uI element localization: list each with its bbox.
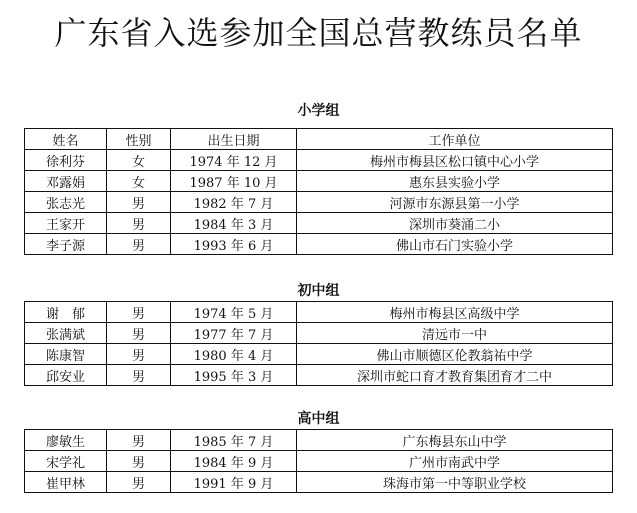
cell-gender: 男 <box>107 344 171 365</box>
table-row <box>25 171 613 192</box>
cell-gender: 女 <box>107 150 171 171</box>
cell-unit: 佛山市顺德区伦教翁祐中学 <box>297 344 613 365</box>
cell-unit: 深圳市蛇口育才教育集团育才二中 <box>297 365 613 386</box>
table-row <box>25 430 613 451</box>
primary-coach-table <box>24 128 613 255</box>
senior-coach-table <box>24 429 613 493</box>
cell-unit: 佛山市石门实验小学 <box>297 234 613 255</box>
cell-name: 宋学礼 <box>25 451 107 472</box>
cell-birth: 1984 年 3 月 <box>171 213 297 234</box>
header-unit: 工作单位 <box>297 129 613 150</box>
cell-name: 徐利芬 <box>25 150 107 171</box>
cell-birth: 1987 年 10 月 <box>171 171 297 192</box>
cell-gender: 女 <box>107 171 171 192</box>
cell-name: 陈康智 <box>25 344 107 365</box>
table-row <box>25 472 613 493</box>
cell-name: 廖敏生 <box>25 430 107 451</box>
cell-name: 谢 郁 <box>25 302 107 323</box>
cell-unit: 广州市南武中学 <box>297 451 613 472</box>
cell-birth: 1974 年 5 月 <box>171 302 297 323</box>
table-row <box>25 451 613 472</box>
cell-name: 崔甲林 <box>25 472 107 493</box>
cell-name: 邓露娟 <box>25 171 107 192</box>
table-row <box>25 213 613 234</box>
cell-birth: 1974 年 12 月 <box>171 150 297 171</box>
table-row <box>25 365 613 386</box>
cell-gender: 男 <box>107 213 171 234</box>
cell-unit: 梅州市梅县区高级中学 <box>297 302 613 323</box>
cell-name: 张志光 <box>25 192 107 213</box>
cell-gender: 男 <box>107 451 171 472</box>
cell-gender: 男 <box>107 302 171 323</box>
cell-birth: 1995 年 3 月 <box>171 365 297 386</box>
table-row <box>25 234 613 255</box>
cell-gender: 男 <box>107 323 171 344</box>
cell-gender: 男 <box>107 472 171 493</box>
cell-unit: 深圳市葵涌二小 <box>297 213 613 234</box>
cell-unit: 河源市东源县第一小学 <box>297 192 613 213</box>
cell-unit: 珠海市第一中等职业学校 <box>297 472 613 493</box>
cell-gender: 男 <box>107 430 171 451</box>
cell-unit: 清远市一中 <box>297 323 613 344</box>
cell-name: 张满斌 <box>25 323 107 344</box>
table-header-row <box>25 129 613 150</box>
section-title-primary: 小学组 <box>297 103 340 119</box>
table-row <box>25 344 613 365</box>
cell-gender: 男 <box>107 365 171 386</box>
header-birth: 出生日期 <box>171 129 297 150</box>
cell-name: 李子源 <box>25 234 107 255</box>
cell-birth: 1980 年 4 月 <box>171 344 297 365</box>
table-row <box>25 323 613 344</box>
table-row <box>25 150 613 171</box>
header-gender: 性别 <box>107 129 171 150</box>
page-title: 广东省入选参加全国总营教练员名单 <box>54 14 583 52</box>
cell-birth: 1982 年 7 月 <box>171 192 297 213</box>
junior-coach-table <box>24 301 613 386</box>
cell-birth: 1985 年 7 月 <box>171 430 297 451</box>
table-row <box>25 192 613 213</box>
cell-unit: 惠东县实验小学 <box>297 171 613 192</box>
header-name: 姓名 <box>25 129 107 150</box>
cell-unit: 梅州市梅县区松口镇中心小学 <box>297 150 613 171</box>
cell-birth: 1977 年 7 月 <box>171 323 297 344</box>
cell-birth: 1993 年 6 月 <box>171 234 297 255</box>
cell-gender: 男 <box>107 192 171 213</box>
cell-birth: 1991 年 9 月 <box>171 472 297 493</box>
cell-unit: 广东梅县东山中学 <box>297 430 613 451</box>
section-title-senior: 高中组 <box>297 411 340 427</box>
cell-name: 邱安业 <box>25 365 107 386</box>
section-title-junior: 初中组 <box>297 283 340 299</box>
cell-name: 王家开 <box>25 213 107 234</box>
table-row <box>25 302 613 323</box>
cell-birth: 1984 年 9 月 <box>171 451 297 472</box>
cell-gender: 男 <box>107 234 171 255</box>
